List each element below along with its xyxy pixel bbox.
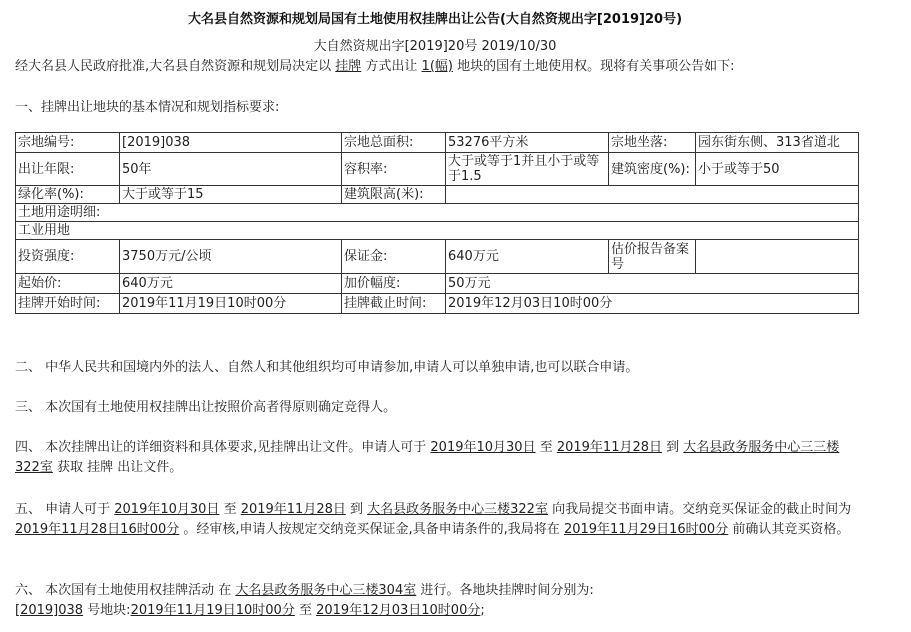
p4-place: 大名县政务服务中心三三楼322室 <box>15 440 840 475</box>
p6-text-1: 六、 本次国有土地使用权挂牌活动 在 <box>15 583 236 598</box>
table-cell: 挂牌开始时间: <box>16 294 120 314</box>
table-cell: 挂牌截止时间: <box>342 294 446 314</box>
p5-text-2: 至 <box>219 502 241 517</box>
p5-text-1: 五、 申请人可于 <box>15 502 115 517</box>
intro-text-1: 经大名县人民政府批准,大名县自然资源和规划局决定以 <box>15 59 336 74</box>
intro-paragraph <box>15 55 734 74</box>
table-cell: 建筑密度(%): <box>609 153 696 186</box>
table-cell: 保证金: <box>342 240 446 274</box>
p5-deposit-deadline: 2019年11月28日16时00分 <box>15 522 180 537</box>
intro-method: 挂牌 <box>335 59 362 74</box>
p6-text-4: 至 <box>294 603 317 618</box>
p5-date-end: 2019年11月28日 <box>240 502 346 517</box>
intro-count: 1(幅) <box>421 59 453 74</box>
document-number-date: 大自然资规出字[2019]20号 2019/10/30 <box>313 39 557 54</box>
p6-parcel-code: [2019]038 <box>15 603 84 618</box>
table-cell: 起始价: <box>16 274 120 294</box>
table-cell: 园东街东侧、313省道北 <box>696 133 859 153</box>
p4-date-end: 2019年11月28日 <box>556 440 663 455</box>
table-cell: 出让年限: <box>16 153 120 186</box>
table-cell: 宗地编号: <box>16 133 120 153</box>
table-cell: 2019年11月19日10时00分 <box>120 294 342 314</box>
table-row <box>16 240 859 274</box>
p4-text-4: 获取 挂牌 出让文件。 <box>52 460 183 475</box>
table-cell: 估价报告备案号 <box>609 240 696 274</box>
table-row <box>16 186 859 204</box>
section-4-paragraph <box>15 438 855 478</box>
p4-date-start: 2019年10月30日 <box>430 440 536 455</box>
p6-text-5: ; <box>480 603 485 618</box>
table-row <box>16 204 859 222</box>
section-1-heading: 一、挂牌出让地块的基本情况和规划指标要求: <box>15 100 280 115</box>
table-cell <box>696 240 859 274</box>
table-cell: 容积率: <box>342 153 446 186</box>
p4-text-1: 四、 本次挂牌出让的详细资料和具体要求,见挂牌出让文件。申请人可于 <box>15 440 431 455</box>
table-cell: 50年 <box>120 153 342 186</box>
p5-text-5: 。经审核,申请人按规定交纳竞买保证金,具备申请条件的,我局将在 <box>179 522 564 537</box>
p4-text-2: 至 <box>535 440 557 455</box>
table-cell: 土地用途明细: <box>16 204 859 222</box>
table-cell: 绿化率(%): <box>16 186 120 204</box>
page-title: 大名县自然资源和规划局国有土地使用权挂牌出让公告(大自然资规出字[2019]20号) <box>187 12 683 27</box>
table-cell: 50万元 <box>446 274 859 294</box>
table-cell: 640万元 <box>446 240 609 274</box>
p6-text-3: 号地块: <box>83 603 131 618</box>
table-cell: 工业用地 <box>16 222 859 240</box>
intro-text-3: 地块的国有土地使用权。现将有关事项公告如下: <box>452 59 735 74</box>
table-cell: 宗地坐落: <box>609 133 696 153</box>
table-cell: 53276平方米 <box>446 133 609 153</box>
table-cell: 640万元 <box>120 274 342 294</box>
table-cell: 大于或等于1并且小于或等于1.5 <box>446 153 609 186</box>
table-row <box>16 133 859 153</box>
section-3-paragraph: 三、 本次国有土地使用权挂牌出让按照价高者得原则确定竞得人。 <box>15 400 397 415</box>
parcel-info-table <box>15 132 859 314</box>
section-2-paragraph: 二、 中华人民共和国境内外的法人、自然人和其他组织均可申请参加,申请人可以单独申请,也可以联合申请。 <box>15 360 639 375</box>
table-row <box>16 294 859 314</box>
table-cell: 3750万元/公顷 <box>120 240 342 274</box>
table-row <box>16 222 859 240</box>
table-cell: 加价幅度: <box>342 274 446 294</box>
p5-text-4: 向我局提交书面申请。交纳竞买保证金的截止时间为 <box>547 502 852 517</box>
p6-date-start: 2019年11月19日10时00分 <box>130 603 295 618</box>
table-cell: 建筑限高(米): <box>342 186 446 204</box>
p4-text-3: 到 <box>662 440 684 455</box>
p5-date-start: 2019年10月30日 <box>114 502 220 517</box>
p6-text-2: 进行。各地块挂牌时间分别为: <box>416 583 594 598</box>
table-cell: 大于或等于15 <box>120 186 342 204</box>
table-row <box>16 274 859 294</box>
table-cell: 宗地总面积: <box>342 133 446 153</box>
p6-date-end: 2019年12月03日10时00分 <box>316 603 481 618</box>
table-cell <box>446 186 859 204</box>
section-6-paragraph <box>15 581 860 621</box>
p5-place: 大名县政务服务中心三楼322室 <box>367 502 548 517</box>
section-5-paragraph <box>15 500 860 540</box>
p5-text-6: 前确认其竞买资格。 <box>728 522 850 537</box>
p5-confirm-date: 2019年11月29日16时00分 <box>563 522 729 537</box>
table-cell: [2019]038 <box>120 133 342 153</box>
table-cell: 小于或等于50 <box>696 153 859 186</box>
table-row <box>16 153 859 186</box>
table-cell: 2019年12月03日10时00分 <box>446 294 859 314</box>
intro-text-2: 方式出让 <box>361 59 422 74</box>
table-cell: 投资强度: <box>16 240 120 274</box>
p6-place: 大名县政务服务中心三楼304室 <box>235 583 417 598</box>
p5-text-3: 到 <box>345 502 368 517</box>
